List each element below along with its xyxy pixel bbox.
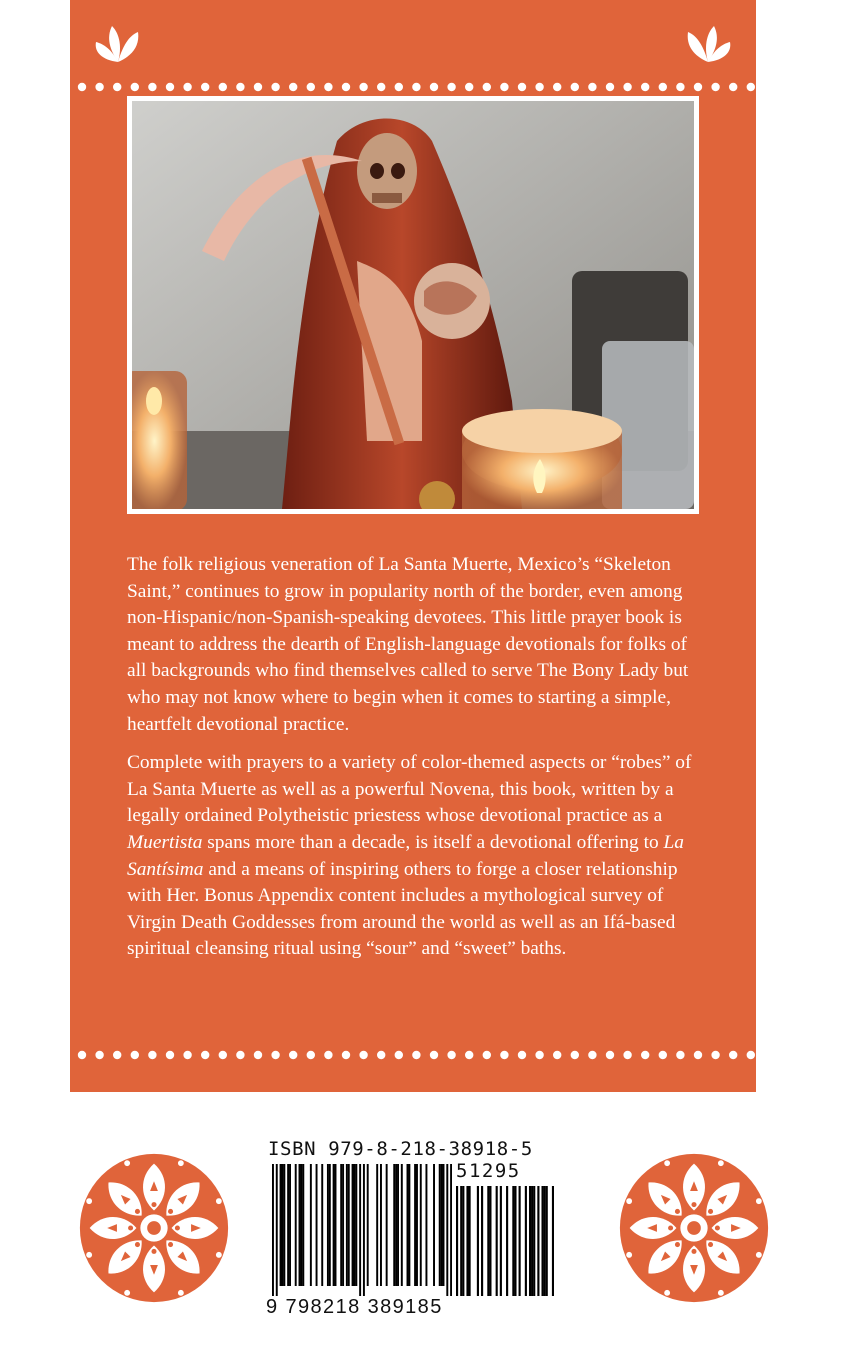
- term-muertista: Muertista: [127, 831, 203, 853]
- blurb-paragraph-1: The folk religious veneration of La Santa Muerte, Mexico’s “Skeleton Saint,” continues to grow in popularity north of the border, even among non-Hispanic/non-Spanish-speaking devotees. This little prayer book is meant to address the dearth of English-language devotionals for folks of all backgrounds who find themselves called to serve The Bony Lady but who may not know where to begin when it comes to starting a simple, heartfelt devotional practice.: [127, 554, 689, 735]
- price-code: 51295: [456, 1160, 521, 1182]
- isbn-label: ISBN 979-8-218-38918-5: [268, 1138, 533, 1160]
- petal-fan-icon: [92, 20, 144, 64]
- papel-picado-flower-icon: [76, 1150, 232, 1306]
- ean-digits: 9 798218 389185: [266, 1296, 443, 1318]
- scalloped-fringe: [70, 1080, 756, 1102]
- blurb-paragraph-2: Complete with prayers to a variety of color-themed aspects or “robes” of La Santa Muerte as well as a powerful Novena, this book, written by a legally ordained Polytheistic priestess whose devotional practice as a Muertista spans more than a decade, is itself a devotional offering to La Santísima and a means of inspiring others to forge a closer relationship with Her. Bonus Appendix content includes a mythological survey of Virgin Death Goddesses from around the world as well as an Ifá-based spiritual cleansing ritual using “sour” and “sweet” baths.: [127, 752, 692, 960]
- back-cover-blurb: [127, 552, 701, 975]
- addon-bars: [456, 1186, 554, 1296]
- term-la-santisima: La Santísima: [127, 831, 684, 880]
- cover-photo: [127, 96, 699, 514]
- dot-border-top: [70, 80, 756, 94]
- dot-border-bottom: [70, 1048, 756, 1062]
- santa-muerte-statue-photo: [132, 101, 694, 509]
- cover-panel: [70, 0, 756, 1092]
- ean-bars: [272, 1164, 452, 1296]
- isbn-barcode: [262, 1138, 574, 1322]
- petal-fan-icon: [682, 20, 734, 64]
- papel-picado-flower-icon: [616, 1150, 772, 1306]
